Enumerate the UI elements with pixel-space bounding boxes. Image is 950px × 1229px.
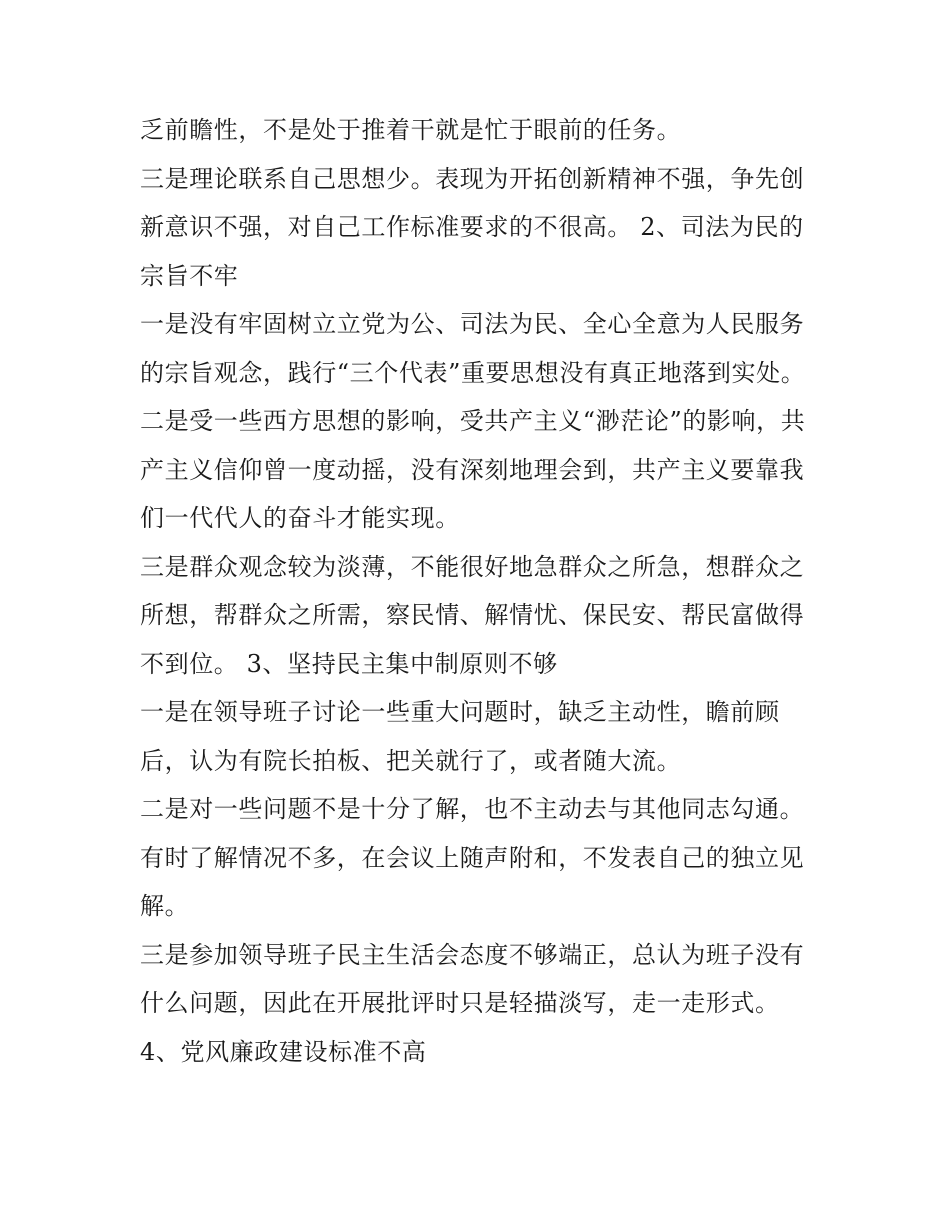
text-line: 们一代代人的奋斗才能实现。 — [140, 504, 460, 532]
text-line: 不到位。 3、坚持民主集中制原则不够 — [140, 649, 558, 678]
text-line: 的宗旨观念，践行“三个代表”重要思想没有真正地落到实处。 — [140, 358, 806, 387]
text-line: 一是没有牢固树立立党为公、司法为民、全心全意为人民服务 — [140, 310, 805, 338]
text-line: 一是在领导班子讨论一些重大问题时，缺乏主动性，瞻前顾 — [140, 698, 780, 726]
text-line: 后，认为有院长拍板、把关就行了，或者随大流。 — [140, 746, 682, 775]
text-line: 二是对一些问题不是十分了解，也不主动去与其他同志勾通。 — [140, 795, 805, 823]
text-line: 三是理论联系自己思想少。表现为开拓创新精神不强，争先创 — [140, 164, 805, 193]
text-line: 二是受一些西方思想的影响，受共产主义“渺茫论”的影响，共 — [140, 407, 806, 435]
document-body — [140, 106, 830, 1076]
text-line: 乏前瞻性，不是处于推着干就是忙于眼前的任务。 — [140, 116, 682, 144]
text-line: 产主义信仰曾一度动摇，没有深刻地理会到，共产主义要靠我 — [140, 455, 805, 484]
text-line: 所想，帮群众之所需，察民情、解情忧、保民安、帮民富做得 — [140, 601, 805, 629]
text-line: 三是参加领导班子民主生活会态度不够端正，总认为班子没有 — [140, 940, 805, 969]
text-line: 三是群众观念较为淡薄，不能很好地急群众之所急，想群众之 — [140, 552, 805, 581]
text-line: 有时了解情况不多，在会议上随声附和，不发表自己的独立见 — [140, 843, 805, 872]
text-line: 新意识不强，对自己工作标准要求的不很高。 2、司法为民的 — [140, 213, 804, 241]
text-line: 什么问题，因此在开展批评时只是轻描淡写，走一走形式。 — [140, 989, 780, 1017]
text-line: 解。 — [140, 892, 190, 920]
text-line: 宗旨不牢 — [140, 261, 239, 290]
text-line: 4、党风廉政建设标准不高 — [140, 1037, 427, 1066]
